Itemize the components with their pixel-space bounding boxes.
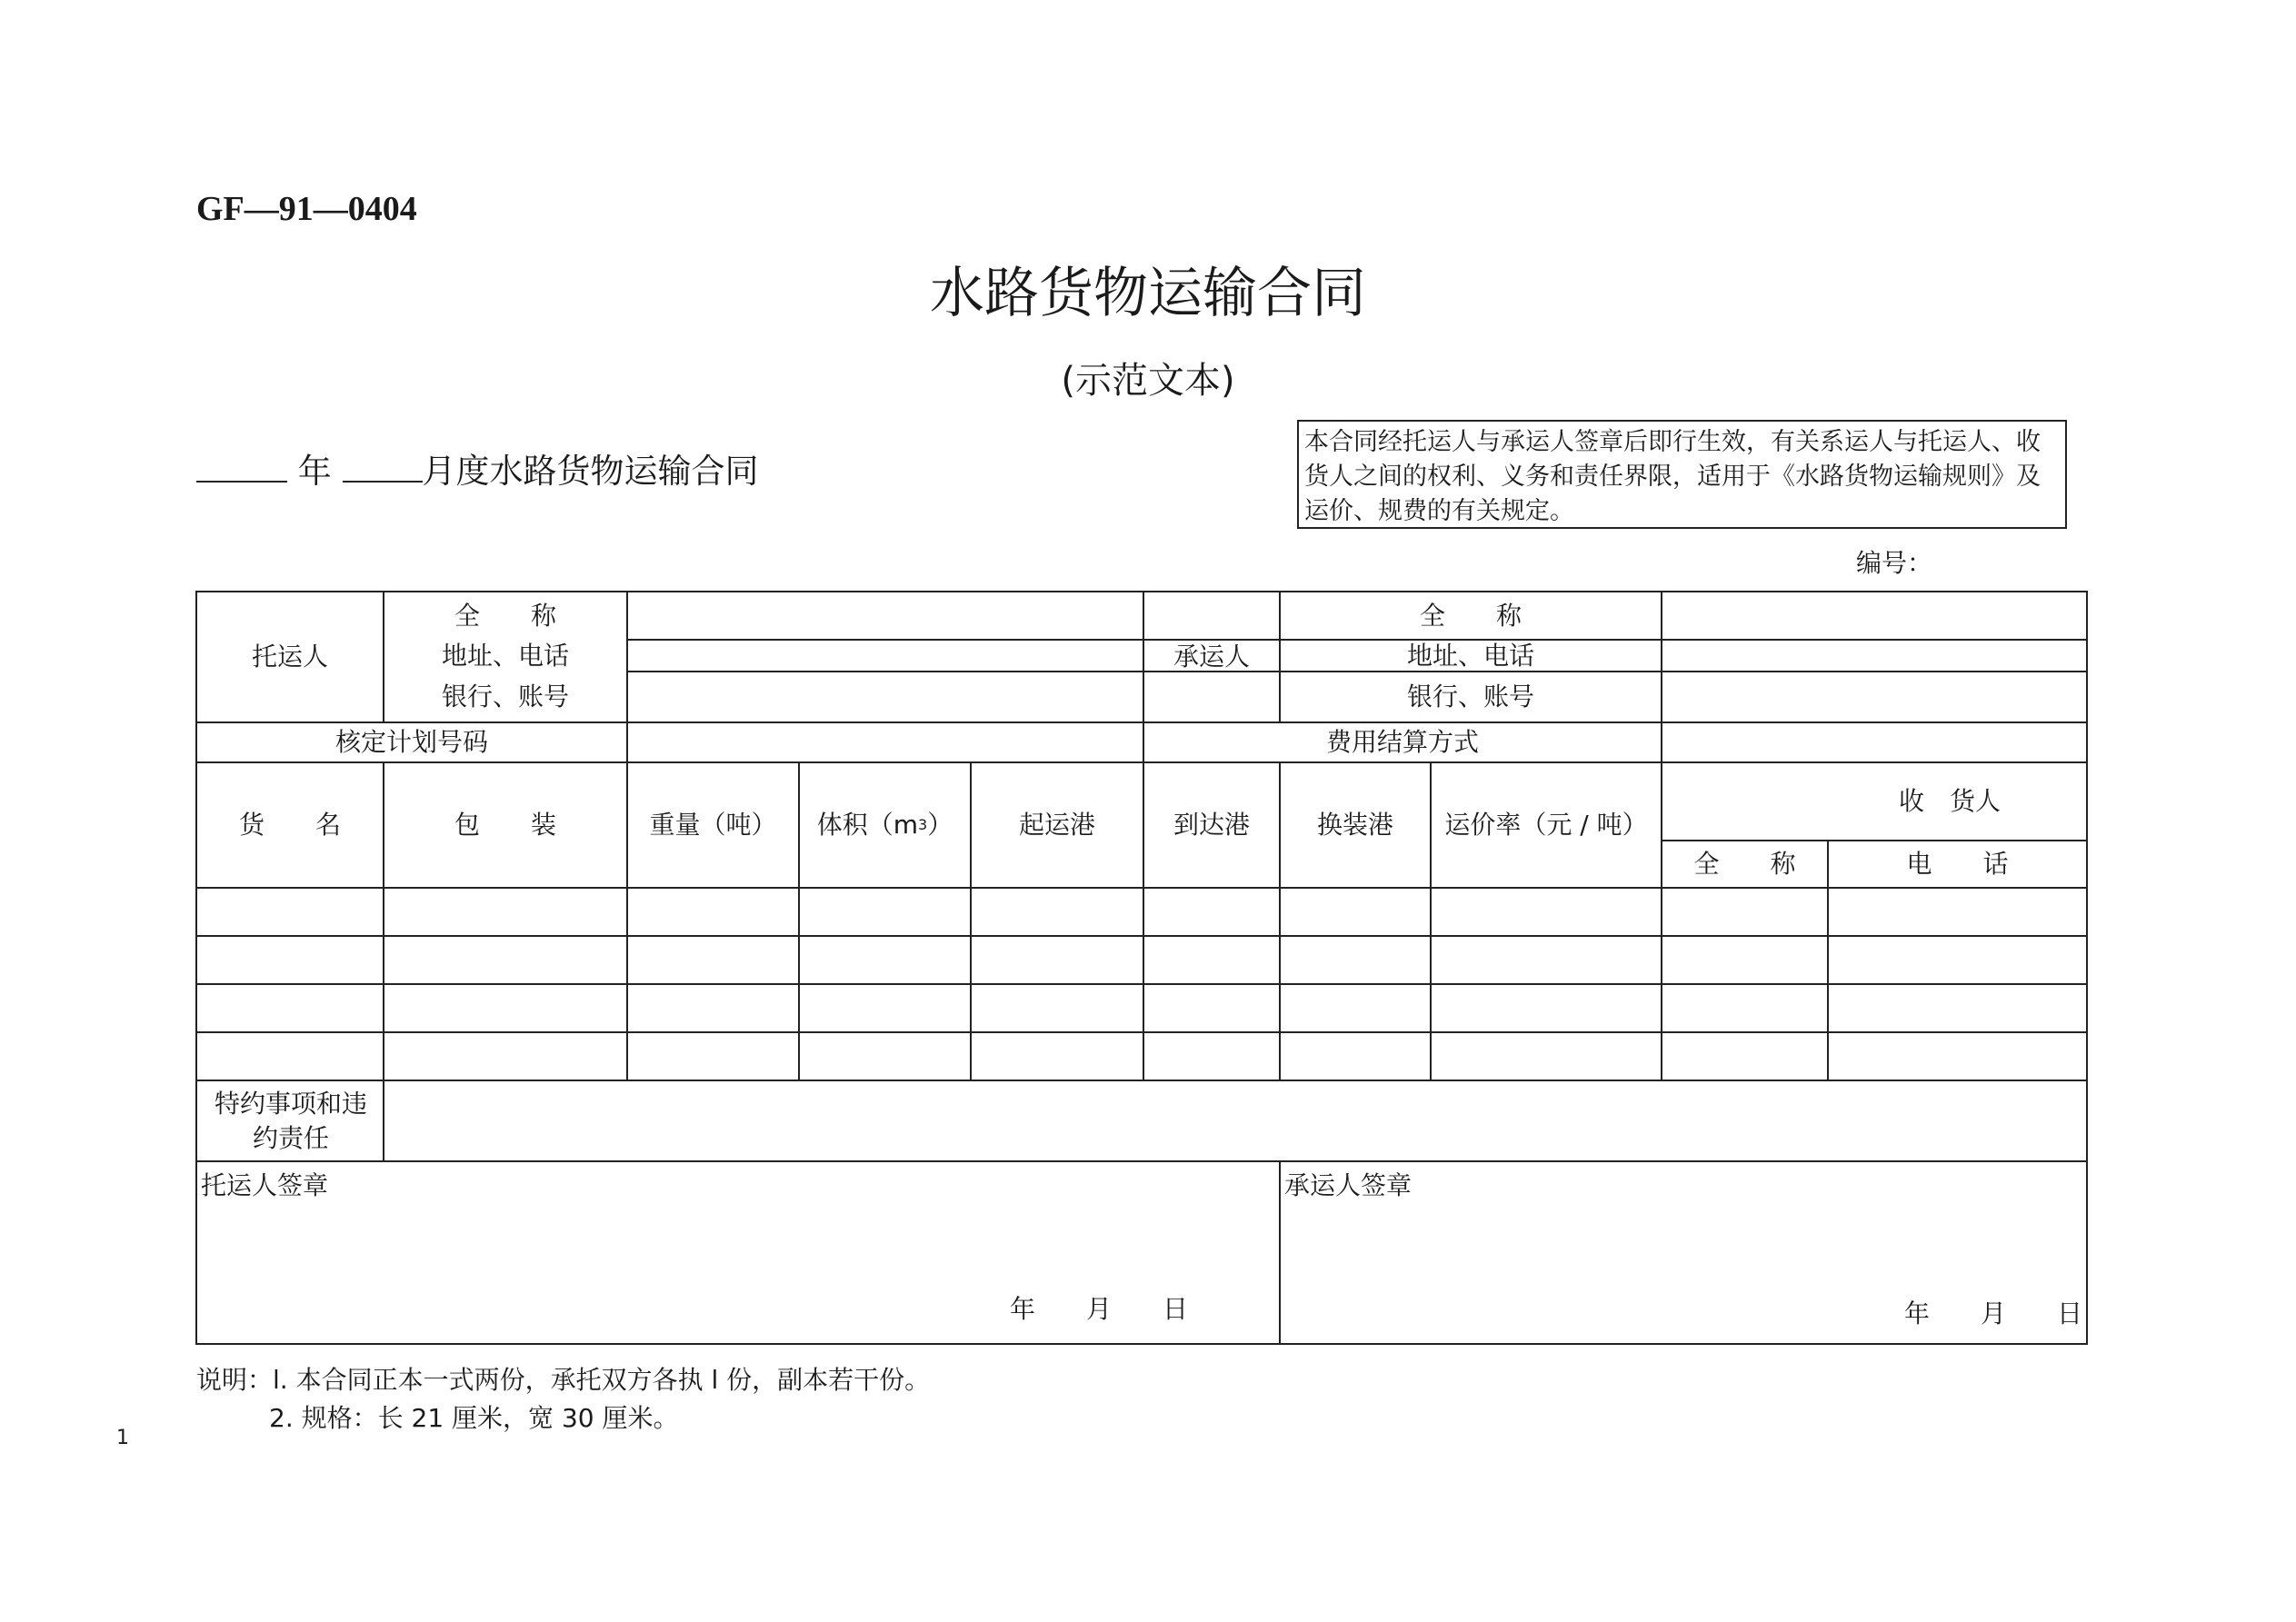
volume-close: ） (927, 810, 953, 840)
month-suffix: 月度水路货物运输合同 (422, 452, 759, 491)
year-suffix: 年 (297, 452, 332, 491)
header-to-port: 到达港 (1173, 810, 1250, 840)
table-line (1661, 591, 1662, 1080)
shipper-signature-date: 年 月 日 (1009, 1294, 1188, 1324)
settlement-label: 费用结算方式 (1325, 727, 1479, 757)
notes (196, 1361, 930, 1438)
volume-superscript: 3 (918, 816, 928, 833)
shipper-bank-label: 银行、账号 (441, 682, 569, 711)
contract-table (195, 591, 2088, 1345)
plan-number-label: 核定计划号码 (334, 727, 488, 757)
note-line-1: 说明：l. 本合同正本一式两份，承托双方各执 l 份，副本若干份。 (196, 1365, 931, 1395)
header-goods: 货 名 (238, 810, 341, 840)
header-volume (800, 763, 970, 887)
table-line (2086, 591, 2088, 1345)
shipper-address-label: 地址、电话 (441, 640, 569, 671)
page-number: 1 (116, 1427, 129, 1449)
document-title: 水路货物运输合同 (930, 262, 1366, 325)
carrier-signature-label: 承运人签章 (1284, 1170, 1413, 1200)
header-consignee: 收 货人 (1898, 786, 2001, 816)
carrier-address-label: 地址、电话 (1406, 640, 1534, 671)
table-line (195, 1343, 2088, 1345)
header-rate: 运价率（元 / 吨） (1444, 810, 1648, 840)
carrier-bank-label: 银行、账号 (1406, 682, 1534, 711)
table-line (195, 983, 2088, 985)
table-line (195, 887, 2088, 889)
volume-text: 体积（m (816, 810, 919, 840)
month-contract-line (196, 443, 759, 493)
special-terms-label: 特约事项和违约责任 (214, 1088, 367, 1153)
form-code: GF—91—0404 (196, 190, 417, 228)
table-line (195, 1080, 2088, 1081)
carrier-label: 承运人 (1173, 642, 1250, 672)
shipper-label: 托运人 (251, 642, 328, 672)
note-line-2: 2. 规格：长 21 厘米，宽 30 厘米。 (269, 1403, 679, 1433)
header-transfer-port: 换装港 (1316, 810, 1393, 840)
header-consignee-phone: 电 话 (1906, 849, 2009, 879)
header-consignee-name: 全 称 (1693, 849, 1796, 879)
table-line (1279, 1160, 1281, 1345)
header-package: 包 装 (454, 810, 556, 840)
document-subtitle: (示范文本) (1061, 360, 1235, 402)
shipper-full-name-label: 全 称 (454, 600, 556, 631)
notice-box: 本合同经托运人与承运人签章后即行生效，有关系运人与托运人、收货人之间的权利、义务和责任界限，适用于《水路货物运输规则》及运价、规费的有关规定。 (1297, 420, 2067, 529)
header-from-port: 起运港 (1018, 810, 1095, 840)
carrier-full-name-label: 全 称 (1419, 600, 1522, 631)
month-blank[interactable] (343, 453, 423, 483)
table-line (195, 935, 2088, 937)
year-blank[interactable] (196, 453, 287, 483)
table-line (195, 1031, 2088, 1033)
table-line (195, 1160, 2088, 1162)
header-weight: 重量（吨） (649, 810, 777, 840)
carrier-signature-date: 年 月 日 (1903, 1299, 2082, 1328)
shipper-signature-label: 托运人签章 (201, 1170, 329, 1200)
serial-number-label: 编号： (1856, 548, 1933, 578)
